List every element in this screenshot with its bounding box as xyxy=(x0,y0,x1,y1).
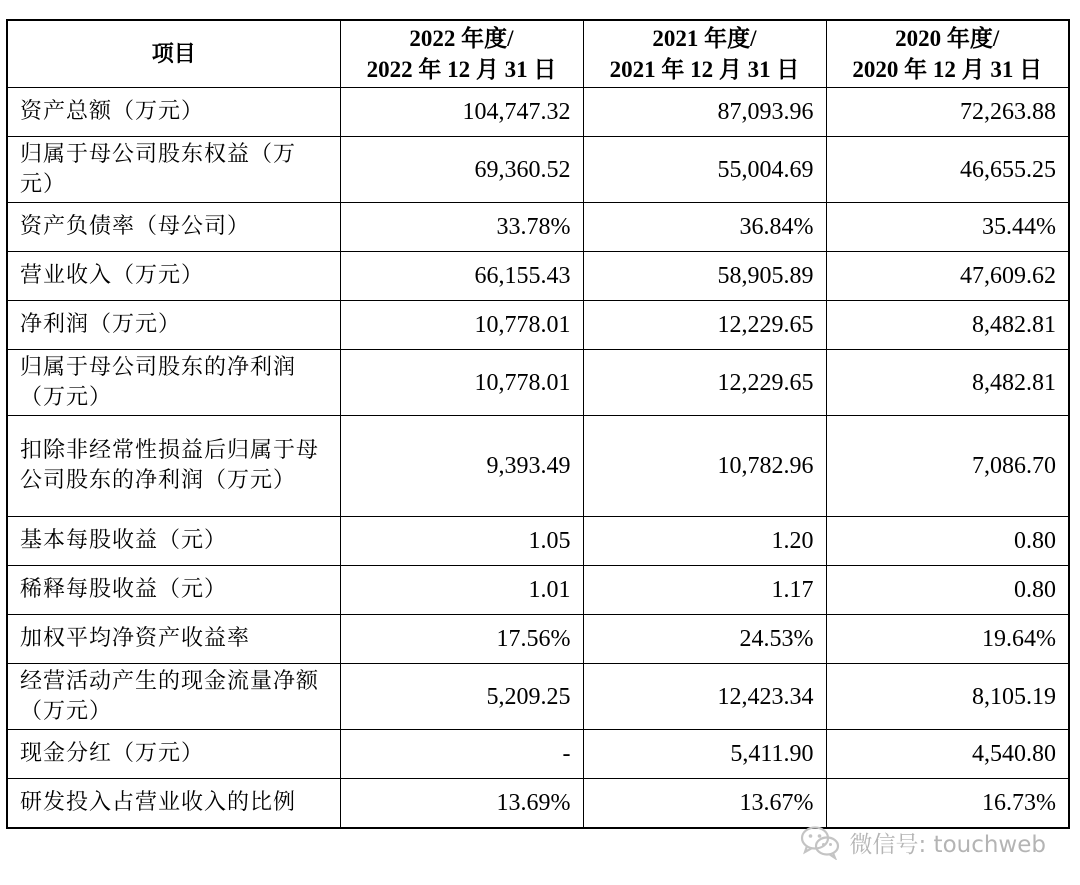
value-2022: 5,209.25 xyxy=(340,664,583,730)
table-row xyxy=(7,517,1069,566)
value-2020: 16.73% xyxy=(826,779,1069,828)
value-2022: 69,360.52 xyxy=(340,137,583,203)
value-2020: 72,263.88 xyxy=(826,88,1069,137)
value-2020: 7,086.70 xyxy=(826,416,1069,517)
table-row xyxy=(7,137,1069,203)
value-2021: 36.84% xyxy=(583,203,826,252)
table-row xyxy=(7,252,1069,301)
row-label: 加权平均净资产收益率 xyxy=(7,615,340,664)
value-2022: 9,393.49 xyxy=(340,416,583,517)
value-2020: 35.44% xyxy=(826,203,1069,252)
table-row xyxy=(7,730,1069,779)
value-2022: 17.56% xyxy=(340,615,583,664)
value-2020: 0.80 xyxy=(826,517,1069,566)
table-row xyxy=(7,779,1069,828)
watermark xyxy=(799,822,1046,862)
value-2020: 8,482.81 xyxy=(826,350,1069,416)
header-item: 项目 xyxy=(7,20,340,88)
value-2020: 8,482.81 xyxy=(826,301,1069,350)
value-2022: 1.05 xyxy=(340,517,583,566)
value-2021: 58,905.89 xyxy=(583,252,826,301)
financial-table xyxy=(6,19,1070,829)
wechat-icon xyxy=(799,824,841,860)
table-row xyxy=(7,664,1069,730)
value-2020: 19.64% xyxy=(826,615,1069,664)
value-2022: - xyxy=(340,730,583,779)
value-2022: 66,155.43 xyxy=(340,252,583,301)
row-label: 经营活动产生的现金流量净额（万元） xyxy=(7,664,340,730)
value-2021: 12,423.34 xyxy=(583,664,826,730)
row-label: 营业收入（万元） xyxy=(7,252,340,301)
table-row xyxy=(7,566,1069,615)
row-label: 基本每股收益（元） xyxy=(7,517,340,566)
row-label: 现金分红（万元） xyxy=(7,730,340,779)
value-2021: 10,782.96 xyxy=(583,416,826,517)
table-row xyxy=(7,615,1069,664)
table-row xyxy=(7,88,1069,137)
value-2022: 10,778.01 xyxy=(340,350,583,416)
value-2021: 1.20 xyxy=(583,517,826,566)
header-row xyxy=(7,20,1069,88)
value-2021: 12,229.65 xyxy=(583,350,826,416)
watermark-text: 微信号: touchweb xyxy=(849,831,1046,858)
header-2021 xyxy=(583,20,826,88)
value-2020: 47,609.62 xyxy=(826,252,1069,301)
header-2020-line2: 2020 年 12 月 31 日 xyxy=(852,57,1043,82)
table-row xyxy=(7,301,1069,350)
row-label: 净利润（万元） xyxy=(7,301,340,350)
row-label: 稀释每股收益（元） xyxy=(7,566,340,615)
value-2021: 5,411.90 xyxy=(583,730,826,779)
row-label: 资产负债率（母公司） xyxy=(7,203,340,252)
header-2022 xyxy=(340,20,583,88)
value-2022: 10,778.01 xyxy=(340,301,583,350)
header-2020-line1: 2020 年度/ xyxy=(895,26,1000,51)
header-2021-line2: 2021 年 12 月 31 日 xyxy=(609,57,800,82)
table-row xyxy=(7,416,1069,517)
table-row xyxy=(7,350,1069,416)
header-2020 xyxy=(826,20,1069,88)
value-2021: 24.53% xyxy=(583,615,826,664)
row-label: 资产总额（万元） xyxy=(7,88,340,137)
row-label: 归属于母公司股东权益（万元） xyxy=(7,137,340,203)
value-2022: 13.69% xyxy=(340,779,583,828)
value-2021: 55,004.69 xyxy=(583,137,826,203)
value-2021: 13.67% xyxy=(583,779,826,828)
row-label: 扣除非经常性损益后归属于母公司股东的净利润（万元） xyxy=(7,416,340,517)
value-2022: 1.01 xyxy=(340,566,583,615)
header-2022-line1: 2022 年度/ xyxy=(409,26,514,51)
value-2021: 87,093.96 xyxy=(583,88,826,137)
row-label: 研发投入占营业收入的比例 xyxy=(7,779,340,828)
value-2021: 12,229.65 xyxy=(583,301,826,350)
value-2021: 1.17 xyxy=(583,566,826,615)
table-row xyxy=(7,203,1069,252)
value-2020: 0.80 xyxy=(826,566,1069,615)
value-2020: 8,105.19 xyxy=(826,664,1069,730)
header-2022-line2: 2022 年 12 月 31 日 xyxy=(366,57,557,82)
row-label: 归属于母公司股东的净利润（万元） xyxy=(7,350,340,416)
header-2021-line1: 2021 年度/ xyxy=(652,26,757,51)
value-2022: 33.78% xyxy=(340,203,583,252)
value-2022: 104,747.32 xyxy=(340,88,583,137)
value-2020: 46,655.25 xyxy=(826,137,1069,203)
value-2020: 4,540.80 xyxy=(826,730,1069,779)
